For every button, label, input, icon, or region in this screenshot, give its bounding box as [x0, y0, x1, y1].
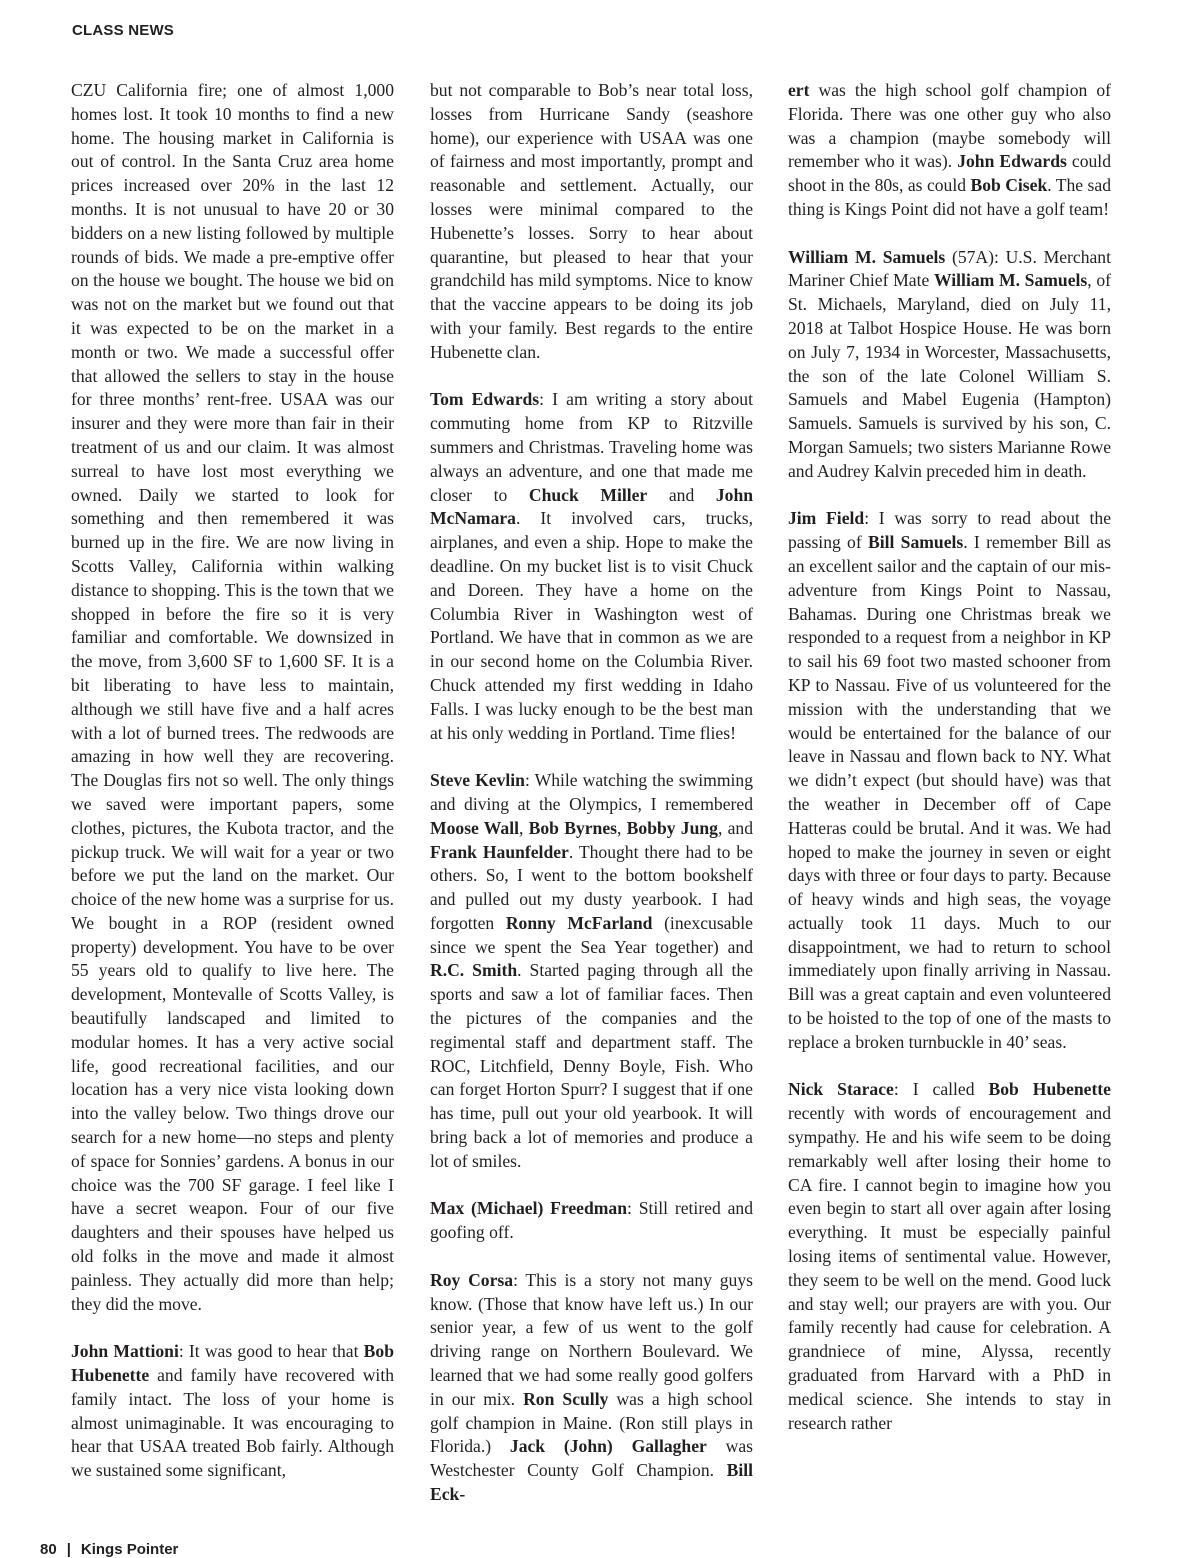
bold-name: Ronny McFarland [505, 912, 653, 933]
bold-name: Bill Samuels [868, 532, 964, 553]
bold-name: Bob Byrnes [528, 817, 617, 838]
bold-name: Bob Hubenette [71, 1341, 394, 1386]
bold-name: R.C. Smith [430, 960, 518, 981]
bold-name: Steve Kevlin [430, 770, 525, 791]
bold-name: Ron Scully [523, 1388, 609, 1409]
paragraph [430, 1269, 753, 1507]
text-run: : Still retired and goofing off. [430, 1198, 753, 1243]
text-run: . Thought there had to be others. So, I went to the bottom bookshelf and pulled out my dusty yearbook. I had forgotten [430, 841, 753, 933]
text-run: (57A): U.S. Merchant Mariner Chief Mate [788, 246, 1111, 291]
bold-name: Jack (John) Gallagher [509, 1436, 707, 1457]
bold-name: Bob Hubenette [988, 1079, 1111, 1100]
text-run: : I called [893, 1079, 989, 1100]
text-run: recently with words of encouragement and sympathy. He and his wife seem to be doing remarkably well after losing their home to CA fire. I cannot begin to imagine how you even begin to start all over again after losing everything. It must be especially painful losing items of sentimental value. However, they seem to be well on the mend. Good luck and stay well; our prayers are with you. Our family recently had cause for celebration. A grandniece of mine, Alyssa, recently graduated from Harvard with a PhD in medical science. She intends to stay in research rather [788, 1103, 1111, 1433]
section-label: CLASS NEWS [72, 22, 175, 39]
text-run: and [647, 484, 716, 505]
paragraph [788, 507, 1111, 1054]
article-body [0, 79, 1200, 1509]
page-footer [40, 1541, 178, 1558]
paragraph [430, 1197, 753, 1245]
bold-name: Jim Field [788, 508, 865, 529]
text-run: : This is a story not many guys know. (Those that know have left us.) In our senior year, a few of us went to the golf driving range on Northern Boulevard. We learned that we had some really good golfers in our mix. [430, 1269, 754, 1409]
bold-name: John Edwards [957, 151, 1067, 172]
bold-name: Moose Wall [430, 817, 519, 838]
bold-name: John McNamara [430, 484, 754, 529]
paragraph [430, 79, 753, 365]
text-run: , and [717, 817, 754, 838]
footer-separator: | [66, 1541, 71, 1558]
page-number: 80 [40, 1541, 57, 1558]
text-run: was Westchester County Golf Champion. [430, 1436, 753, 1481]
bold-name: Bobby Jung [626, 817, 718, 838]
bold-name: Nick Starace [788, 1079, 894, 1100]
bold-name: Max (Michael) Freedman [430, 1198, 628, 1219]
bold-name: Tom Edwards [430, 389, 540, 410]
text-run: . I remember Bill as an excellent sailor and the captain of our mis-adventure from Kings Point to Nassau, Bahamas. During one Christmas break we responded to a request from a neighbor in KP to sail his 69 foot two masted schooner from KP to Nassau. Five of us volunteered for the mission with the understanding that we would be entertained for the balance of our leave in Nassau and flown back to NY. What we didn’t expect (but should have) was that the weather in December off of Cape Hatteras could be brutal. And it was. We had hoped to make the journey in seven or eight days with three or four days to party. Because of heavy winds and high seas, the voyage actually took 11 days. Much to our disappointment, we had to return to school immediately upon finally arriving in Nassau. Bill was a great captain and even volunteered to be hoisted to the top of one of the masts to replace a broken turnbuckle in 40’ seas. [788, 532, 1111, 1052]
text-run: , of St. Michaels, Maryland, died on July 11, 2018 at Talbot Hospice House. He was born on July 7, 1934 in Worcester, Massachusetts, the son of the late Colonel William S. Samuels and Mabel Eugenia (Hampton) Samuels. Samuels is survived by his son, C. Morgan Samuels; two sisters Marianne Rowe and Audrey Kalvin preceded him in death. [788, 270, 1111, 481]
column-2 [430, 79, 753, 1507]
bold-name: Bob Cisek [970, 175, 1048, 196]
text-run: : It was good to hear that [178, 1341, 364, 1362]
paragraph [71, 1340, 394, 1483]
paragraph [788, 1078, 1111, 1435]
text-run: but not comparable to Bob’s near total loss, losses from Hurricane Sandy (seashore home), our experience with USAA was one of fairness and most importantly, prompt and reasonable and settlement. Actually, our losses were minimal compared to the Hubenette’s losses. Sorry to hear about quarantine, but pleased to hear that your grandchild has mild symptoms. Nice to know that the vaccine appears to be doing its job with your family. Best regards to the entire Hubenette clan. [430, 80, 753, 362]
bold-name: Frank Haunfelder [430, 841, 569, 862]
publication-name: Kings Pointer [80, 1541, 179, 1558]
text-run: . The sad thing is Kings Point did not have a golf team! [788, 175, 1111, 219]
text-run: : I was sorry to read about the passing of [788, 508, 1111, 553]
paragraph [430, 769, 753, 1174]
text-run: and family have recovered with family intact. The loss of your home is almost unimaginable. It was encouraging to hear that USAA treated Bob fairly. Although we sustained some significant, [71, 1365, 394, 1481]
text-run: : I am writing a story about commuting home from KP to Ritzville summers and Christmas. Traveling home was always an adventure, and one that made me closer to [430, 389, 753, 505]
bold-name: ert [788, 80, 810, 100]
bold-name: Roy Corsa [430, 1269, 514, 1290]
text-run: . It involved cars, trucks, airplanes, and even a ship. Hope to make the deadline. On my bucket list is to visit Chuck and Doreen. They have a home on the Columbia River in Washington west of Portland. We have that in common as we are in our second home on the Columbia River. Chuck attended my first wedding in Idaho Falls. I was lucky enough to be the best man at his only wedding in Portland. Time flies! [430, 508, 753, 743]
text-run: , [617, 817, 627, 838]
text-run: was a high school golf champion in Maine. (Ron still plays in Florida.) [430, 1388, 753, 1457]
column-3 [788, 79, 1111, 1435]
bold-name: William M. Samuels [788, 246, 946, 267]
paragraph [71, 79, 394, 1316]
column-1 [71, 79, 394, 1483]
paragraph [788, 79, 1111, 222]
bold-name: Chuck Miller [528, 484, 648, 505]
paragraph [430, 388, 753, 745]
bold-name: Bill Eck- [430, 1460, 753, 1505]
bold-name: John Mattioni [71, 1341, 179, 1362]
text-run: , [518, 817, 529, 838]
text-run: CZU California fire; one of almost 1,000 homes lost. It took 10 months to find a new home. The housing market in California is out of control. In the Santa Cruz area home prices increased over 20% in the last 12 months. It is not unusual to have 20 or 30 bidders on a new listing followed by multiple rounds of bids. We made a pre-emptive offer on the house we bought. The house we bid on was not on the market but we found out that it was expected to be on the market in a month or two. We made a successful offer that allowed the sellers to stay in the house for three months’ rent-free. USAA was our insurer and they were more than fair in their treatment of us and our claim. It was almost surreal to have lost most everything we owned. Daily we started to look for something and then remembered it was burned up in the fire. We are now living in Scotts Valley, California within walking distance to shopping. This is the town that we shopped in before the fire so it is very familiar and comfortable. We downsized in the move, from 3,600 SF to 1,600 SF. It is a bit liberating to have less to maintain, although we still have five and a half acres with a lot of burned trees. The redwoods are amazing in how well they are recovering. The Douglas firs not so well. The only things we saved were important papers, some clothes, pictures, the Kubota tractor, and the pickup truck. We will wait for a year or two before we put the land on the market. Our choice of the new home was a surprise for us. We bought in a ROP (resident owned property) development. You have to be over 55 years old to qualify to live here. The development, Montevalle of Scotts Valley, is beautifully landscaped and limited to modular homes. It has a very active social life, good recreational facilities, and our location has a very nice vista looking down into the valley below. Two things drove our search for a new home—no steps and plenty of space for Sonnies’ gardens. A bonus in our choice was the 700 SF garage. I feel like I have a secret weapon. Four of our five daughters and their spouses have helped us old folks in the move and made it almost painless. They actually did more than help; they did the move. [71, 80, 394, 1314]
text-run: (inexcusable since we spent the Sea Year together) and [430, 912, 753, 957]
text-run: . Started paging through all the sports and saw a lot of familiar faces. Then the pictures of the companies and the regimental staff and department staff. The ROC, Litchfield, Denny Boyle, Fish. Who can forget Horton Spurr? I suggest that if one has time, pull out your old yearbook. It will bring back a lot of memories and produce a lot of smiles. [430, 960, 753, 1171]
bold-name: William M. Samuels [934, 270, 1088, 291]
text-run: was the high school golf champion of Florida. There was one other guy who also was a champion (maybe somebody will remember who it was). [788, 80, 1111, 172]
paragraph [788, 246, 1111, 484]
text-run: : While watching the swimming and diving at the Olympics, I remembered [430, 770, 753, 814]
text-run: could shoot in the 80s, as could [788, 151, 1111, 196]
